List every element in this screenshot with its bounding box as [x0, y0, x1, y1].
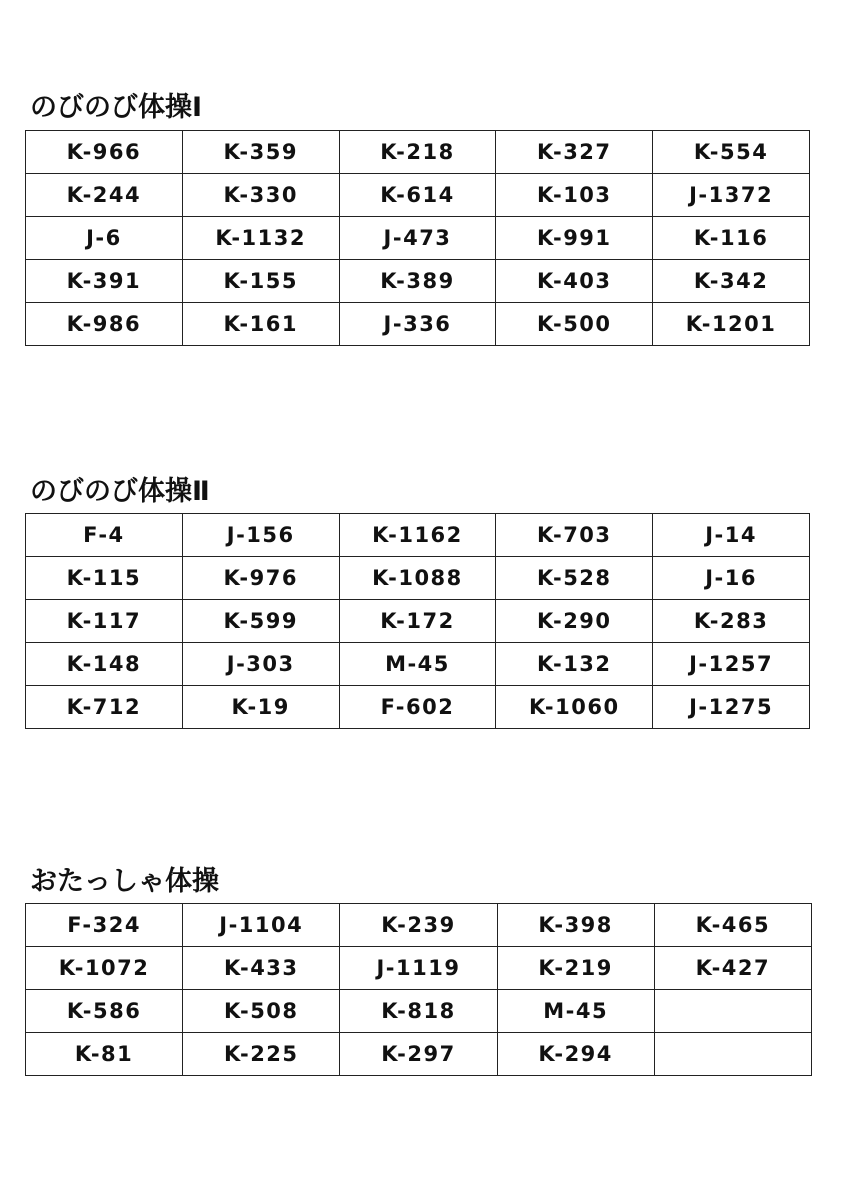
table-cell: K-117 [26, 600, 183, 643]
table-cell: K-1162 [339, 514, 496, 557]
table-cell: K-614 [339, 174, 496, 217]
table-cell: K-586 [26, 990, 183, 1033]
table-cell: K-330 [182, 174, 339, 217]
section-title: おたっしゃ体操 [30, 866, 219, 897]
table-cell: K-391 [26, 260, 183, 303]
table-cell: K-294 [497, 1033, 654, 1076]
table-cell: K-239 [340, 904, 497, 947]
table-row [26, 1033, 812, 1076]
table-row [26, 990, 812, 1033]
table-row [26, 643, 810, 686]
table-cell: K-290 [496, 600, 653, 643]
table-cell: M-45 [497, 990, 654, 1033]
table-cell: K-508 [183, 990, 340, 1033]
table-cell: K-161 [182, 303, 339, 346]
table-cell: K-327 [496, 131, 653, 174]
table-row [26, 557, 810, 600]
table-cell: K-116 [653, 217, 810, 260]
table-cell: K-991 [496, 217, 653, 260]
table-cell: K-283 [653, 600, 810, 643]
table-cell: K-19 [182, 686, 339, 729]
table-row [26, 904, 812, 947]
table-cell: K-976 [182, 557, 339, 600]
table-cell: J-16 [653, 557, 810, 600]
table-cell: K-297 [340, 1033, 497, 1076]
table-cell: K-1072 [26, 947, 183, 990]
table-cell: K-703 [496, 514, 653, 557]
table-cell: K-342 [653, 260, 810, 303]
table-cell: K-599 [182, 600, 339, 643]
table-cell [654, 1033, 811, 1076]
table-cell: K-218 [339, 131, 496, 174]
table-cell: K-528 [496, 557, 653, 600]
table-cell: K-398 [497, 904, 654, 947]
table-cell: J-336 [339, 303, 496, 346]
table-cell: K-148 [26, 643, 183, 686]
table-cell: K-966 [26, 131, 183, 174]
table-cell: K-403 [496, 260, 653, 303]
section-title: のびのび体操Ⅱ [30, 476, 210, 507]
table-cell: F-324 [26, 904, 183, 947]
table-cell: K-1088 [339, 557, 496, 600]
table-cell: K-225 [183, 1033, 340, 1076]
code-table [25, 903, 812, 1076]
table-cell: K-103 [496, 174, 653, 217]
table-cell: K-1132 [182, 217, 339, 260]
table-cell: K-986 [26, 303, 183, 346]
table-cell: M-45 [339, 643, 496, 686]
table-cell: K-1201 [653, 303, 810, 346]
table-cell: K-132 [496, 643, 653, 686]
table-cell: J-1275 [653, 686, 810, 729]
table-row [26, 217, 810, 260]
table-cell: K-500 [496, 303, 653, 346]
table-cell: J-1372 [653, 174, 810, 217]
table-row [26, 514, 810, 557]
table-cell: K-219 [497, 947, 654, 990]
table-cell: J-473 [339, 217, 496, 260]
table-cell: K-359 [182, 131, 339, 174]
table-cell: J-1104 [183, 904, 340, 947]
table-cell: K-389 [339, 260, 496, 303]
table-cell: J-303 [182, 643, 339, 686]
table-cell: K-712 [26, 686, 183, 729]
table-row [26, 686, 810, 729]
table-cell: J-14 [653, 514, 810, 557]
code-table [25, 513, 810, 729]
table-row [26, 600, 810, 643]
table-cell: K-427 [654, 947, 811, 990]
table-cell: J-6 [26, 217, 183, 260]
table-cell: K-115 [26, 557, 183, 600]
table-cell: J-1119 [340, 947, 497, 990]
table-cell: F-602 [339, 686, 496, 729]
table-row [26, 303, 810, 346]
table-cell: K-155 [182, 260, 339, 303]
table-row [26, 947, 812, 990]
table-cell: K-244 [26, 174, 183, 217]
table-cell: K-1060 [496, 686, 653, 729]
table-cell: J-1257 [653, 643, 810, 686]
table-cell: J-156 [182, 514, 339, 557]
table-cell: F-4 [26, 514, 183, 557]
table-cell: K-172 [339, 600, 496, 643]
table-cell: K-433 [183, 947, 340, 990]
table-row [26, 260, 810, 303]
table-cell: K-81 [26, 1033, 183, 1076]
table-row [26, 174, 810, 217]
table-cell: K-465 [654, 904, 811, 947]
table-row [26, 131, 810, 174]
table-cell [654, 990, 811, 1033]
code-table [25, 130, 810, 346]
table-cell: K-554 [653, 131, 810, 174]
section-title: のびのび体操Ⅰ [30, 92, 203, 123]
table-cell: K-818 [340, 990, 497, 1033]
